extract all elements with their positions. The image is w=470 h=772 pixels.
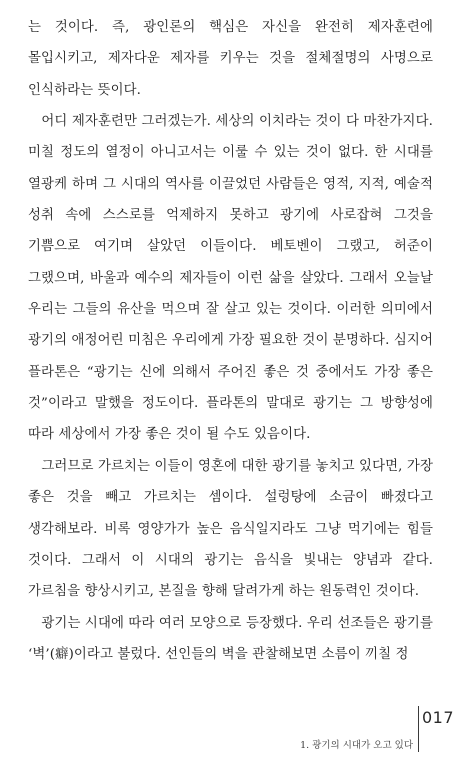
paragraph: 광기는 시대에 따라 여러 모양으로 등장했다. 우리 선조들은 광기를 ‘벽’(癖)이라고 불렀다. 선인들의 벽을 관찰해보면 소름이 끼칠 정	[28, 615, 433, 662]
paragraph: 그러므로 가르치는 이들이 영혼에 대한 광기를 놓치고 있다면, 가장 좋은 것을 빼고 가르치는 셈이다. 설렁탕에 소금이 빠졌다고 생각해보라. 비록 영양가가 높은 음식일지라도 그냥 먹기에는 힘들 것이다. 그래서 이 시대의 광기는 음식을 빛내는 양념과 같다. 가르침을 향상시키고, 본질을 향해 달려가게 하는 원동력인 것이다.	[28, 458, 433, 600]
page-number: 017	[421, 708, 454, 727]
page-footer	[0, 700, 470, 760]
paragraph-continuation: 는 것이다. 즉, 광인론의 핵심은 자신을 완전히 제자훈련에 몰입시키고, 제자다운 제자를 키우는 것을 절체절명의 사명으로 인식하라는 뜻이다.	[28, 20, 433, 98]
running-head: 1. 광기의 시대가 오고 있다	[300, 740, 413, 751]
body-text	[28, 12, 433, 670]
paragraph: 어디 제자훈련만 그러겠는가. 세상의 이치라는 것이 다 마찬가지다. 미칠 정도의 열정이 아니고서는 이룰 수 있는 것이 없다. 한 시대를 열광케 하며 그 시대의 역사를 이끌었던 사람들은 영적, 지적, 예술적 성취 속에 스스로를 억제하지 못하고 광기에 사로잡혀 그것을 기쁨으로 여기며 살았던 이들이다. 베토벤이 그랬고, 허준이 그랬으며, 바울과 예수의 제자들이 이런 삶을 살았다. 그래서 오늘날 우리는 그들의 유산을 먹으며 잘 살고 있는 것이다. 이러한 의미에서 광기의 애정어린 미침은 우리에게 가장 필요한 것이 분명하다. 심지어 플라톤은 “광기는 신에 의해서 주어진 좋은 것 중에서도 가장 좋은 것”이라고 말했을 정도이다. 플라톤의 말대로 광기는 그 방향성에 따라 세상에서 가장 좋은 것이 될 수도 있음이다.	[28, 114, 433, 443]
footer-divider	[418, 706, 419, 752]
